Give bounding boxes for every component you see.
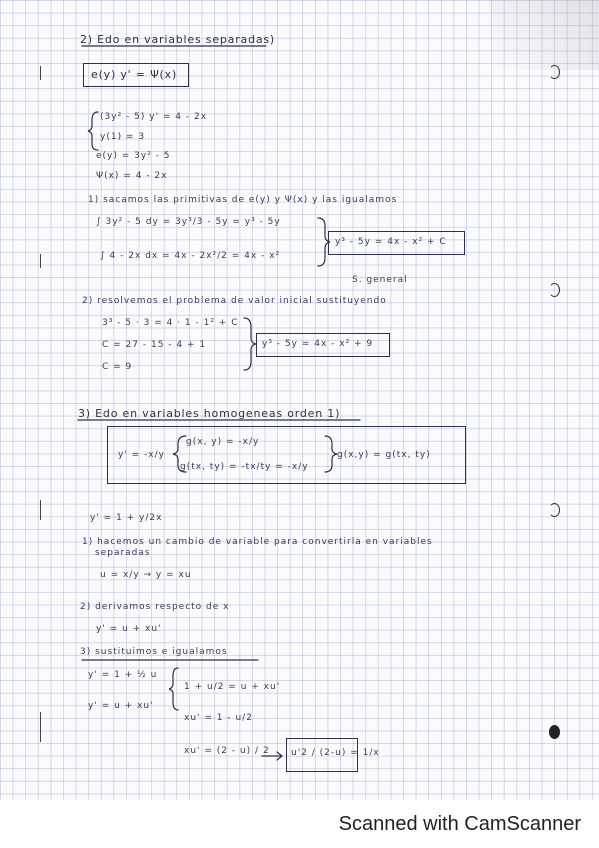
final-result: u'2 / (2-u) = 1/x [291,748,380,758]
step-text: 1) hacemos un cambio de variable para convertirla en variables [82,537,433,547]
margin-mark [40,66,41,80]
scanner-footer [0,800,599,848]
definition-line: e(y) = 3y² - 5 [96,151,171,161]
brace-icon [244,318,256,370]
formula: e(y) y' = Ψ(x) [91,68,178,81]
derivative-line: y' = u + xu' [96,624,162,634]
step-text: separadas [95,548,151,558]
substitution-line: xu' = (2 - u) / 2 [184,746,270,756]
change-of-variable: u = x/y → y = xu [100,570,192,580]
scanner-watermark: Scanned with CamScanner [338,813,581,835]
brace-icon [88,112,98,150]
definition-line: Ψ(x) = 4 - 2x [96,171,168,181]
step-text: 2) resolvemos el problema de valor inicial sustituyendo [82,296,387,306]
brace-icon [169,668,178,710]
system-line: y(1) = 3 [100,132,146,142]
substitution-line: C = 27 - 15 - 4 + 1 [102,340,207,350]
homogeneous-lhs: y' = -x/y [118,450,165,460]
integral-line: ∫ 3y² - 5 dy = 3y³/3 - 5y = y³ - 5y [96,217,281,227]
particular-solution: y³ - 5y = 4x - x² + 9 [262,339,374,349]
section-title: 3) Edo en variables homogeneas orden 1) [78,407,341,420]
substitution-line: C = 9 [102,362,133,372]
step-text: 2) derivamos respecto de x [80,602,230,612]
substitution-line: y' = u + xu' [88,701,154,711]
general-solution: y³ - 5y = 4x - x² + C [335,237,447,247]
substitution-line: y' = 1 + ½ u [88,670,158,680]
margin-mark [40,500,41,520]
system-line: (3y² - 5) y' = 4 - 2x [100,112,208,122]
step-text: 1) sacamos las primitivas de e(y) y Ψ(x) y las igualamos [88,195,398,205]
ring-hole-icon [549,725,560,739]
ring-hole-icon [549,283,560,297]
homogeneous-g1: g(x, y) = -x/y [186,437,260,447]
step-text: 3) sustituimos e igualamos [80,647,228,657]
margin-mark [40,712,41,742]
general-solution-label: S. general [352,275,408,285]
substitution-line: xu' = 1 - u/2 [184,713,253,723]
section-title: 2) Edo en variables separadas) [80,33,276,46]
equation: y' = 1 + y/2x [90,513,163,523]
integral-line: ∫ 4 - 2x dx = 4x - 2x²/2 = 4x - x² [100,251,281,261]
ring-hole-icon [549,503,560,517]
margin-mark [40,254,41,268]
substitution-line: 3³ - 5 · 3 = 4 · 1 - 1² + C [102,318,239,328]
homogeneous-g2: g(tx, ty) = -tx/ty = -x/y [180,462,309,472]
homogeneous-rhs: g(x,y) = g(tx, ty) [337,450,431,460]
ring-hole-icon [549,65,560,79]
substitution-line: 1 + u/2 = u + xu' [184,682,281,692]
